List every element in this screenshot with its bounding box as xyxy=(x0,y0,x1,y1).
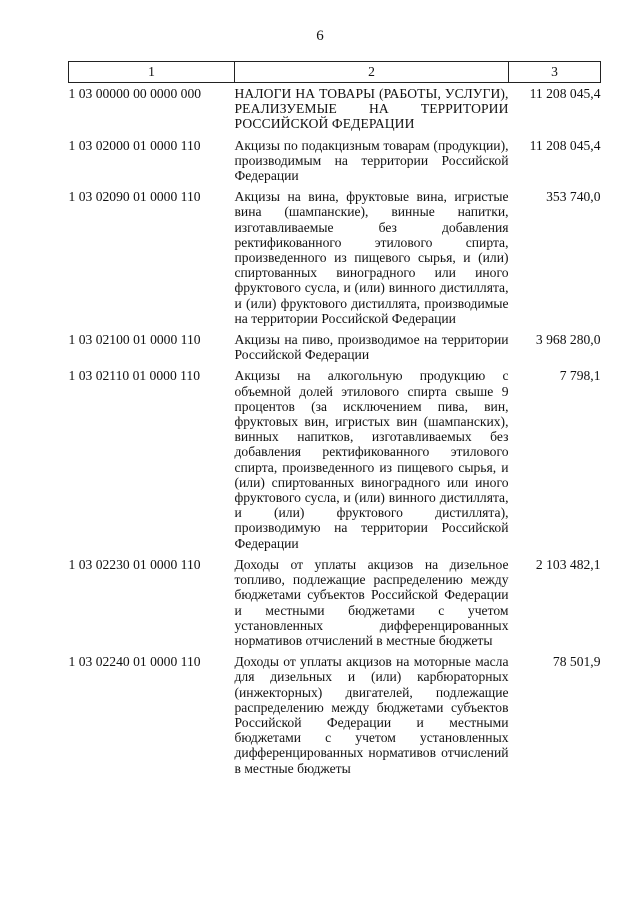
table-row xyxy=(69,557,601,654)
row-amount: 353 740,0 xyxy=(546,189,601,205)
row-code: 1 03 02090 01 0000 110 xyxy=(68,189,201,205)
row-amount: 3 968 280,0 xyxy=(535,332,601,348)
row-amount: 2 103 482,1 xyxy=(535,556,601,572)
row-code: 1 03 00000 00 0000 000 xyxy=(68,86,202,101)
row-description: Акцизы на алкогольную продукцию с объемной долей этилового спирта свыше 9 процентов (за исключением пива, вин, фруктовых вин, игристых вин (шампанских), винных напитков, изготавливаемых без добавления ректификованного этилового спирта, произведенного из пищевого сырья, и (или) спиртованных виноградного или иного фруктового сусла, и (или) винного дистиллята, и (или) фруктового дистиллята), производимую на территории Российской Федерации xyxy=(234,368,509,551)
column-header-code: 1 xyxy=(69,62,235,83)
row-amount: 7 798,1 xyxy=(559,368,601,384)
row-description: Акцизы по подакцизным товарам (продукции), производимым на территории Российской Федерации xyxy=(234,137,509,184)
table-row xyxy=(69,654,601,782)
table-header-row xyxy=(69,62,601,83)
row-amount: 11 208 045,4 xyxy=(529,86,601,101)
column-header-amount: 3 xyxy=(509,62,601,83)
row-description: НАЛОГИ НА ТОВАРЫ (РАБОТЫ, УСЛУГИ), РЕАЛИЗУЕМЫЕ НА ТЕРРИТОРИИ РОССИЙСКОЙ ФЕДЕРАЦИИ xyxy=(234,86,509,132)
page-number: 6 xyxy=(316,28,324,44)
column-header-description: 2 xyxy=(235,62,509,83)
row-amount: 11 208 045,4 xyxy=(529,137,601,153)
row-code: 1 03 02110 01 0000 110 xyxy=(68,368,201,384)
table-row xyxy=(69,332,601,368)
row-code: 1 03 02000 01 0000 110 xyxy=(68,137,201,153)
row-code: 1 03 02100 01 0000 110 xyxy=(68,332,201,348)
row-description: Акцизы на вина, фруктовые вина, игристые вина (шампанские), винные напитки, изготавливаемые без добавления ректификованного этилового спирта, произведенного из пищевого сырья, и (или) спиртованных виноградного или иного фруктового сусла, и (или) винного дистиллята, и (или) фруктового дистиллята, производимые на территории Российской Федерации xyxy=(234,189,509,326)
table-row xyxy=(69,368,601,556)
row-amount: 78 501,9 xyxy=(552,654,601,670)
table-row xyxy=(69,83,601,138)
table-row xyxy=(69,189,601,332)
budget-revenue-table xyxy=(68,61,601,782)
row-description: Акцизы на пиво, производимое на территории Российской Федерации xyxy=(234,332,509,363)
row-code: 1 03 02230 01 0000 110 xyxy=(68,556,201,572)
row-code: 1 03 02240 01 0000 110 xyxy=(68,654,201,670)
row-description: Доходы от уплаты акцизов на моторные масла для дизельных и (или) карбюраторных (инжекторных) двигателей, подлежащие распределению между бюджетами субъектов Российской Федерации и местными бюджетами с учетом установленных дифференцированных нормативов отчислений в местные бюджеты xyxy=(234,654,509,776)
row-description: Доходы от уплаты акцизов на дизельное топливо, подлежащие распределению между бюджетами субъектов Российской Федерации и местными бюджетами с учетом установленных дифференцированных нормативов отчислений в местные бюджеты xyxy=(234,556,509,648)
table-row xyxy=(69,138,601,190)
